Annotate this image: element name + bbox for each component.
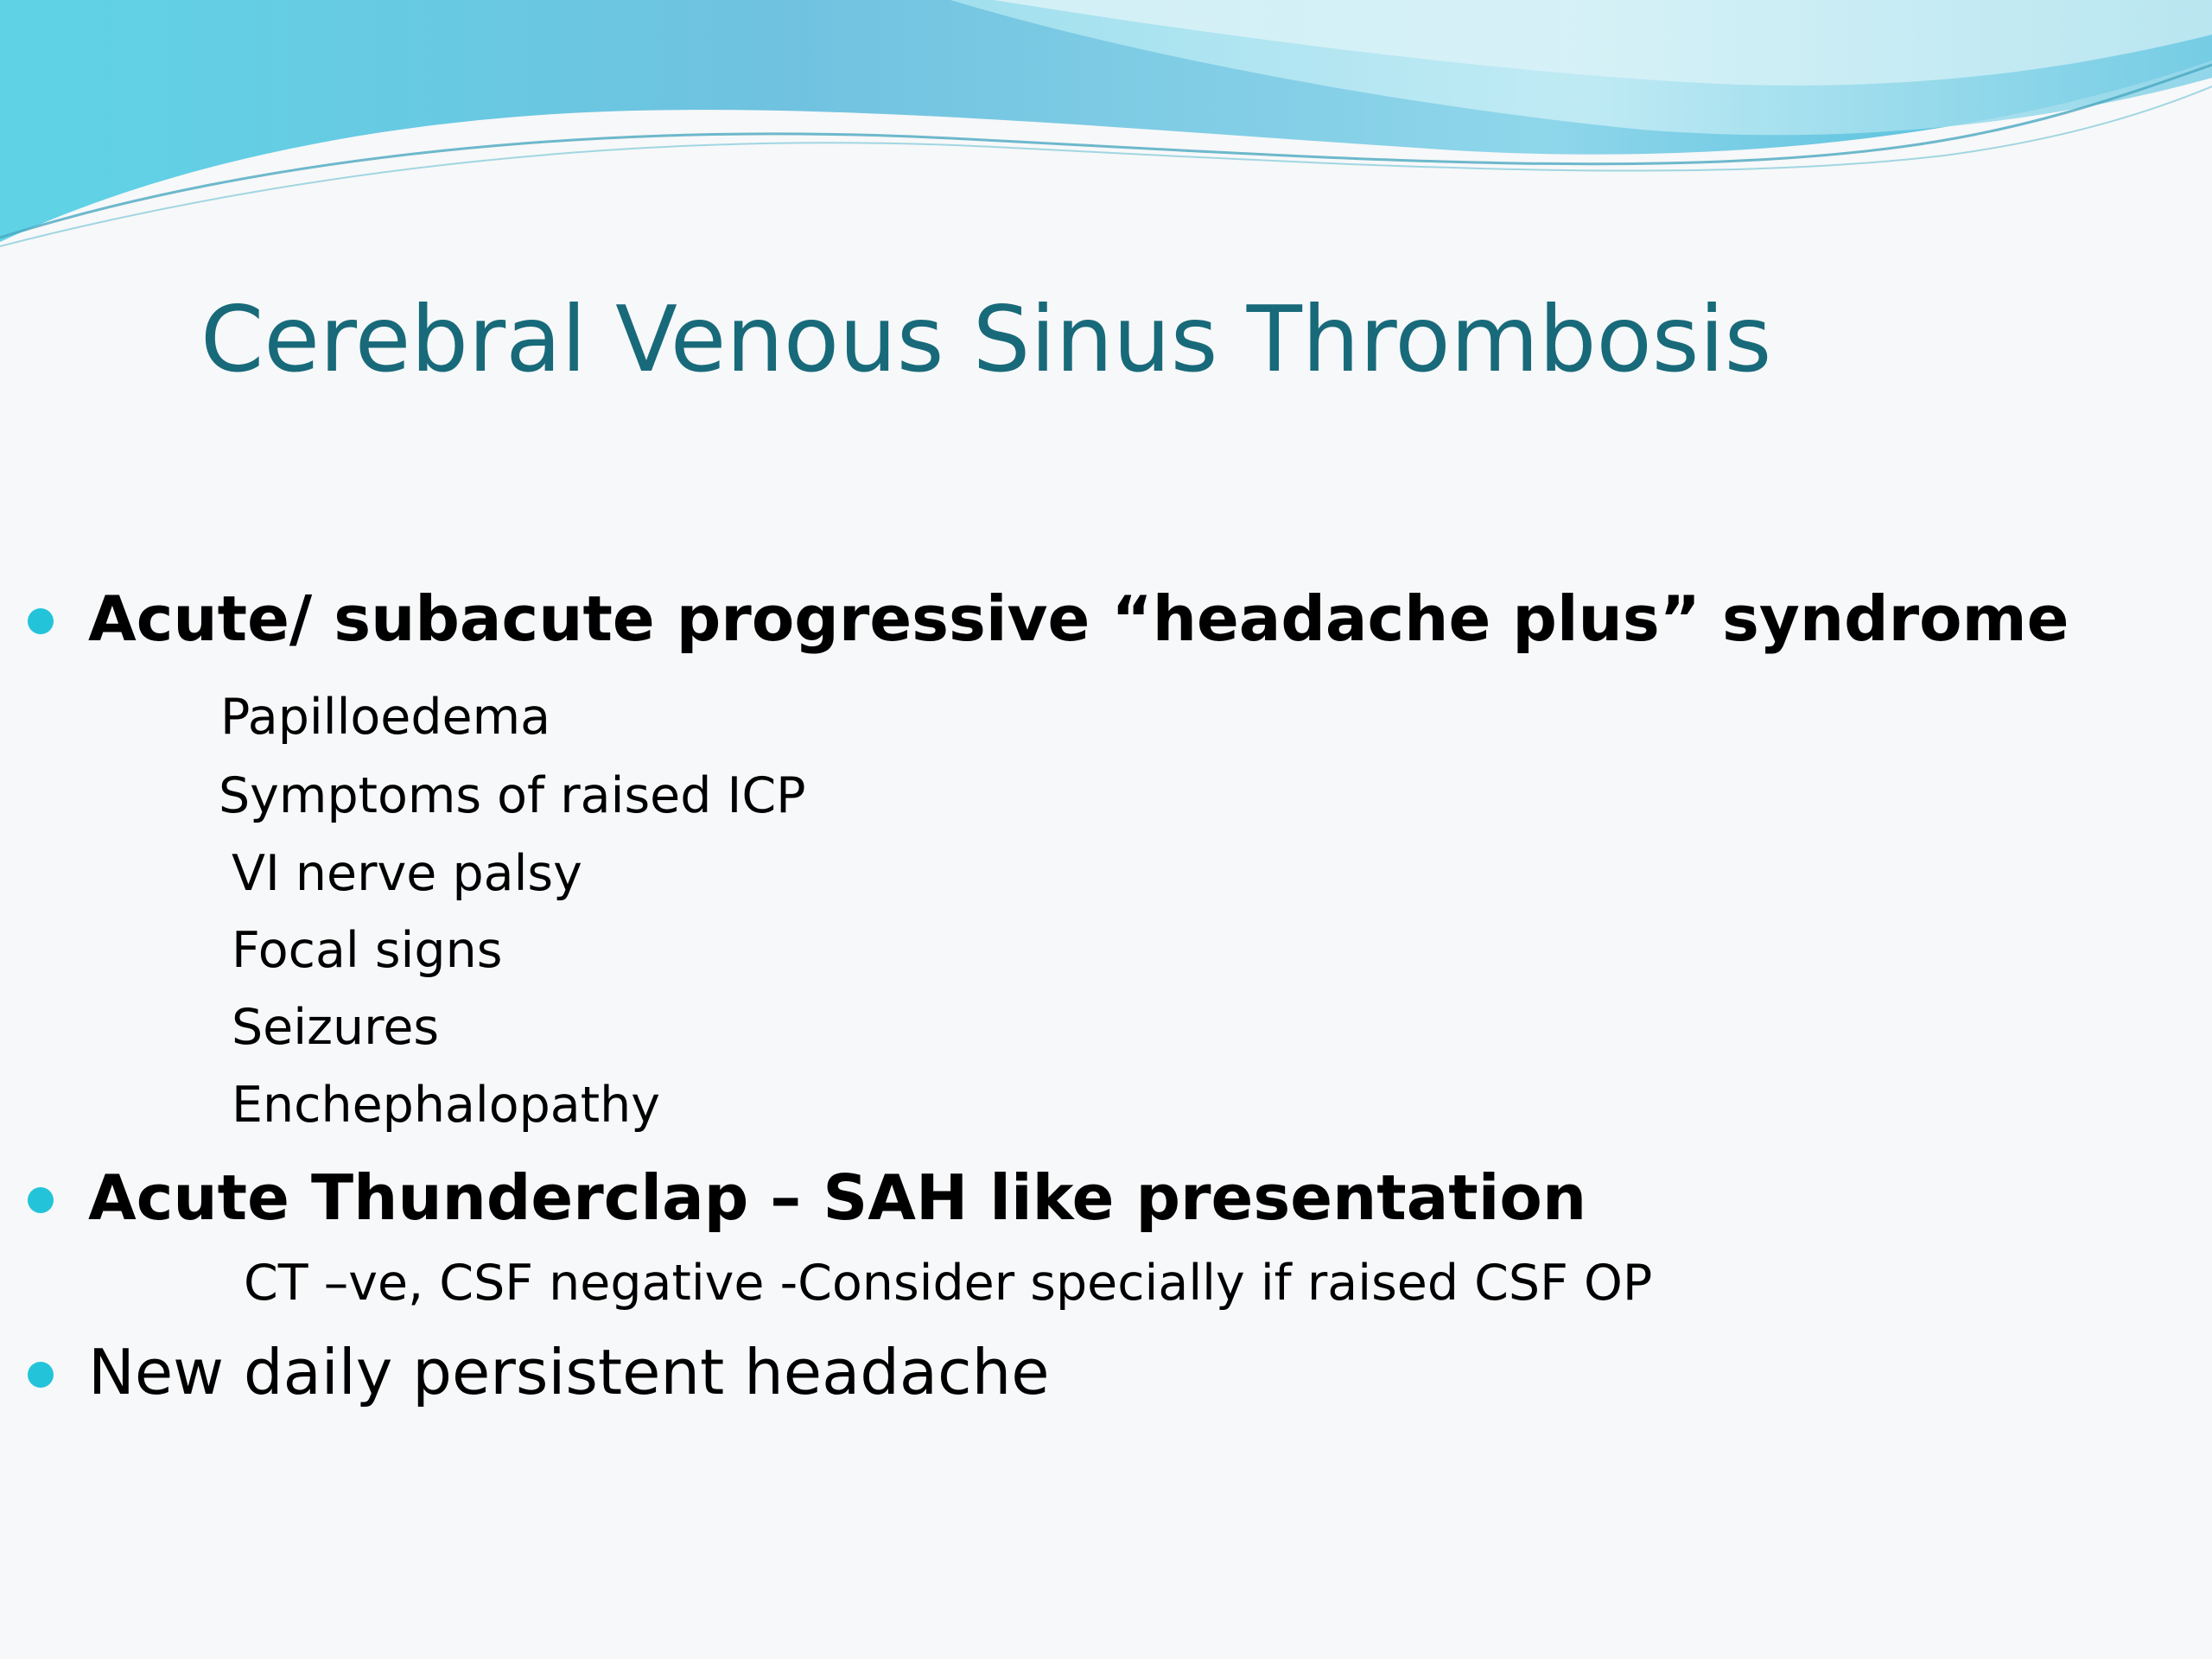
bullet-text: New daily persistent headache — [88, 1336, 1050, 1408]
bullet-text: Acute/ subacute progressive “headache plus” syndrome — [88, 582, 2069, 655]
bullet-text: Acute Thunderclap – SAH like presentation — [88, 1161, 1587, 1234]
sub-item: Seizures — [232, 999, 440, 1056]
sub-item: Symptoms of raised ICP — [219, 767, 806, 824]
bullet-dot-icon — [28, 1362, 54, 1388]
header-wave-decoration — [0, 0, 2212, 259]
sub-item: Focal signs — [232, 922, 503, 979]
sub-item: VI nerve palsy — [232, 845, 582, 902]
sub-item: Enchephalopathy — [232, 1077, 660, 1134]
bullet-dot-icon — [28, 608, 54, 634]
bullet-dot-icon — [28, 1187, 54, 1213]
sub-item: CT –ve, CSF negative -Consider specially if raised CSF OP — [244, 1255, 1653, 1312]
sub-item: Papilloedema — [220, 689, 551, 746]
slide-title: Cerebral Venous Sinus Thrombosis — [200, 287, 1772, 392]
